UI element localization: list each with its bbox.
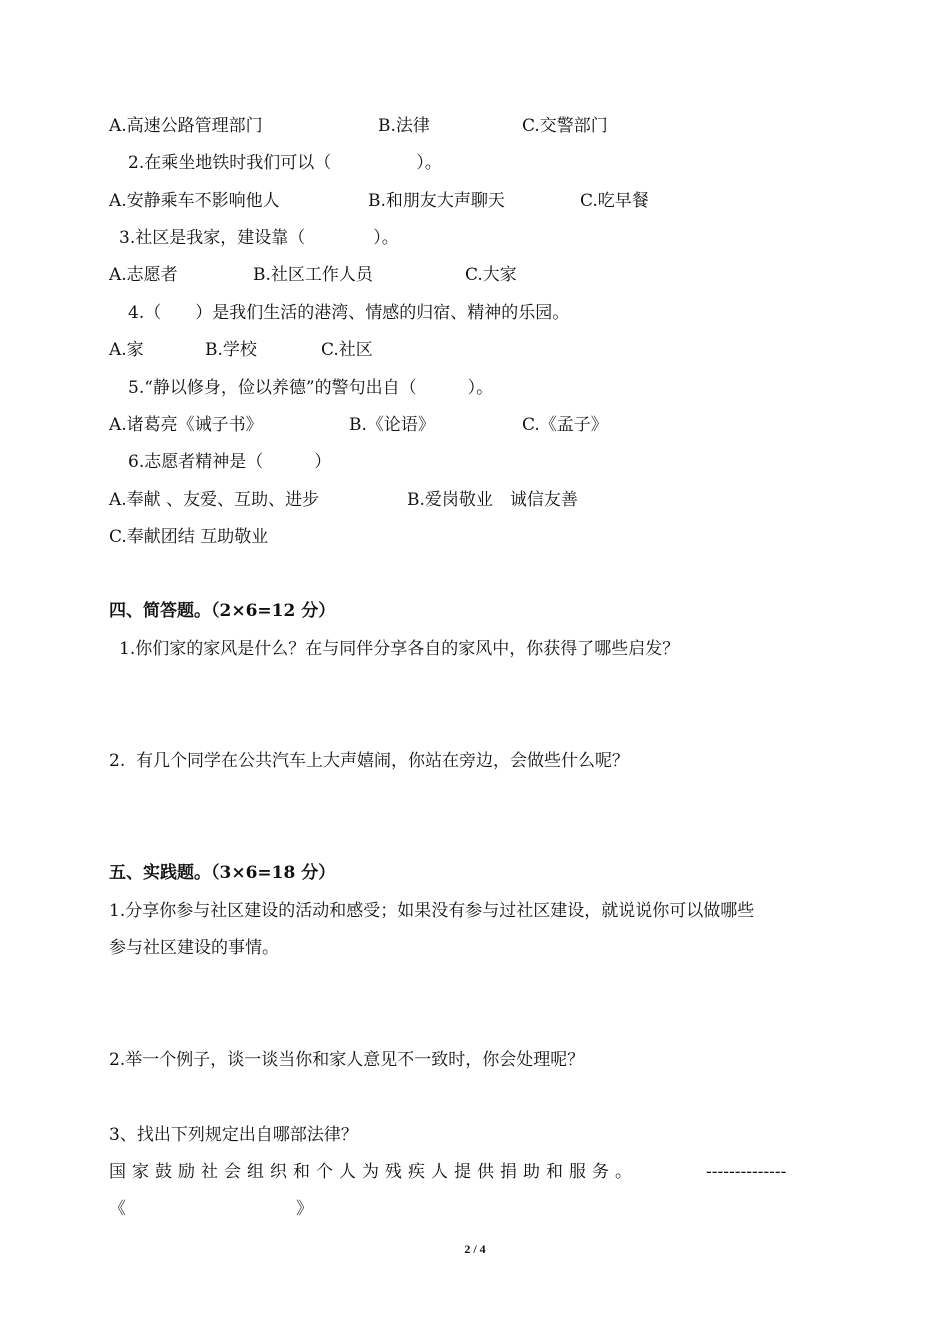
q5-option-a: A.诸葛亮《诫子书》 [109, 415, 263, 435]
section5-q1-line2: 参与社区建设的事情。 [109, 938, 279, 958]
q3-option-c: C.大家 [465, 265, 517, 285]
q3-option-a: A.志愿者 [109, 265, 178, 285]
q4-option-c: C.社区 [321, 340, 373, 360]
section5-q3: 3、找出下列规定出自哪部法律？ [109, 1125, 358, 1145]
section4-q1: 1.你们家的家风是什么？在与同伴分享各自的家风中，你获得了哪些启发？ [119, 639, 680, 659]
section5-heading: 五、实践题。（3×6=18 分） [109, 863, 336, 883]
q2-option-a: A.安静乘车不影响他人 [109, 191, 280, 211]
q6-option-b: B.爱岗敬业 诚信友善 [407, 490, 578, 510]
section4-heading: 四、简答题。（2×6=12 分） [109, 601, 336, 621]
q5-option-b: B.《论语》 [349, 415, 435, 435]
q4-option-b: B.学校 [205, 340, 257, 360]
q4-option-a: A.家 [109, 340, 144, 360]
q2-option-c: C.吃早餐 [580, 191, 649, 211]
section5-q3-dashes: -------------- [706, 1162, 787, 1182]
q3-option-b: B.社区工作人员 [253, 265, 373, 285]
section5-q2: 2.举一个例子，谈一谈当你和家人意见不一致时，你会处理呢？ [109, 1050, 585, 1070]
q6-stem: 6.志愿者精神是（ ） [128, 452, 332, 472]
q2-option-b: B.和朋友大声聊天 [368, 191, 505, 211]
q5-stem: 5.“静以修身，俭以养德”的警句出自（ ）。 [128, 378, 494, 398]
q6-option-c: C.奉献团结 互助敬业 [109, 527, 269, 547]
q3-stem: 3.社区是我家，建设靠（ ）。 [119, 228, 399, 248]
q1-option-b: B.法律 [378, 116, 430, 136]
q1-option-c: C.交警部门 [522, 116, 608, 136]
q5-option-c: C.《孟子》 [522, 415, 608, 435]
page-number: 2 / 4 [464, 1242, 486, 1256]
section5-q3-answer-blank: 《 》 [109, 1199, 313, 1219]
section4-q2: 2. 有几个同学在公共汽车上大声嬉闹，你站在旁边，会做些什么呢？ [109, 751, 630, 771]
section5-q3-statement: 国家鼓励社会组织和个人为残疾人提供捐助和服务。 [109, 1162, 638, 1182]
section5-q1-line1: 1.分享你参与社区建设的活动和感受；如果没有参与过社区建设，就说说你可以做哪些 [109, 901, 755, 921]
q4-stem: 4.（ ）是我们生活的港湾、情感的归宿、精神的乐园。 [128, 303, 570, 323]
q1-option-a: A.高速公路管理部门 [109, 116, 263, 136]
q2-stem: 2.在乘坐地铁时我们可以（ ）。 [128, 153, 442, 173]
q6-option-a: A.奉献 、友爱、互助、进步 [109, 490, 320, 510]
